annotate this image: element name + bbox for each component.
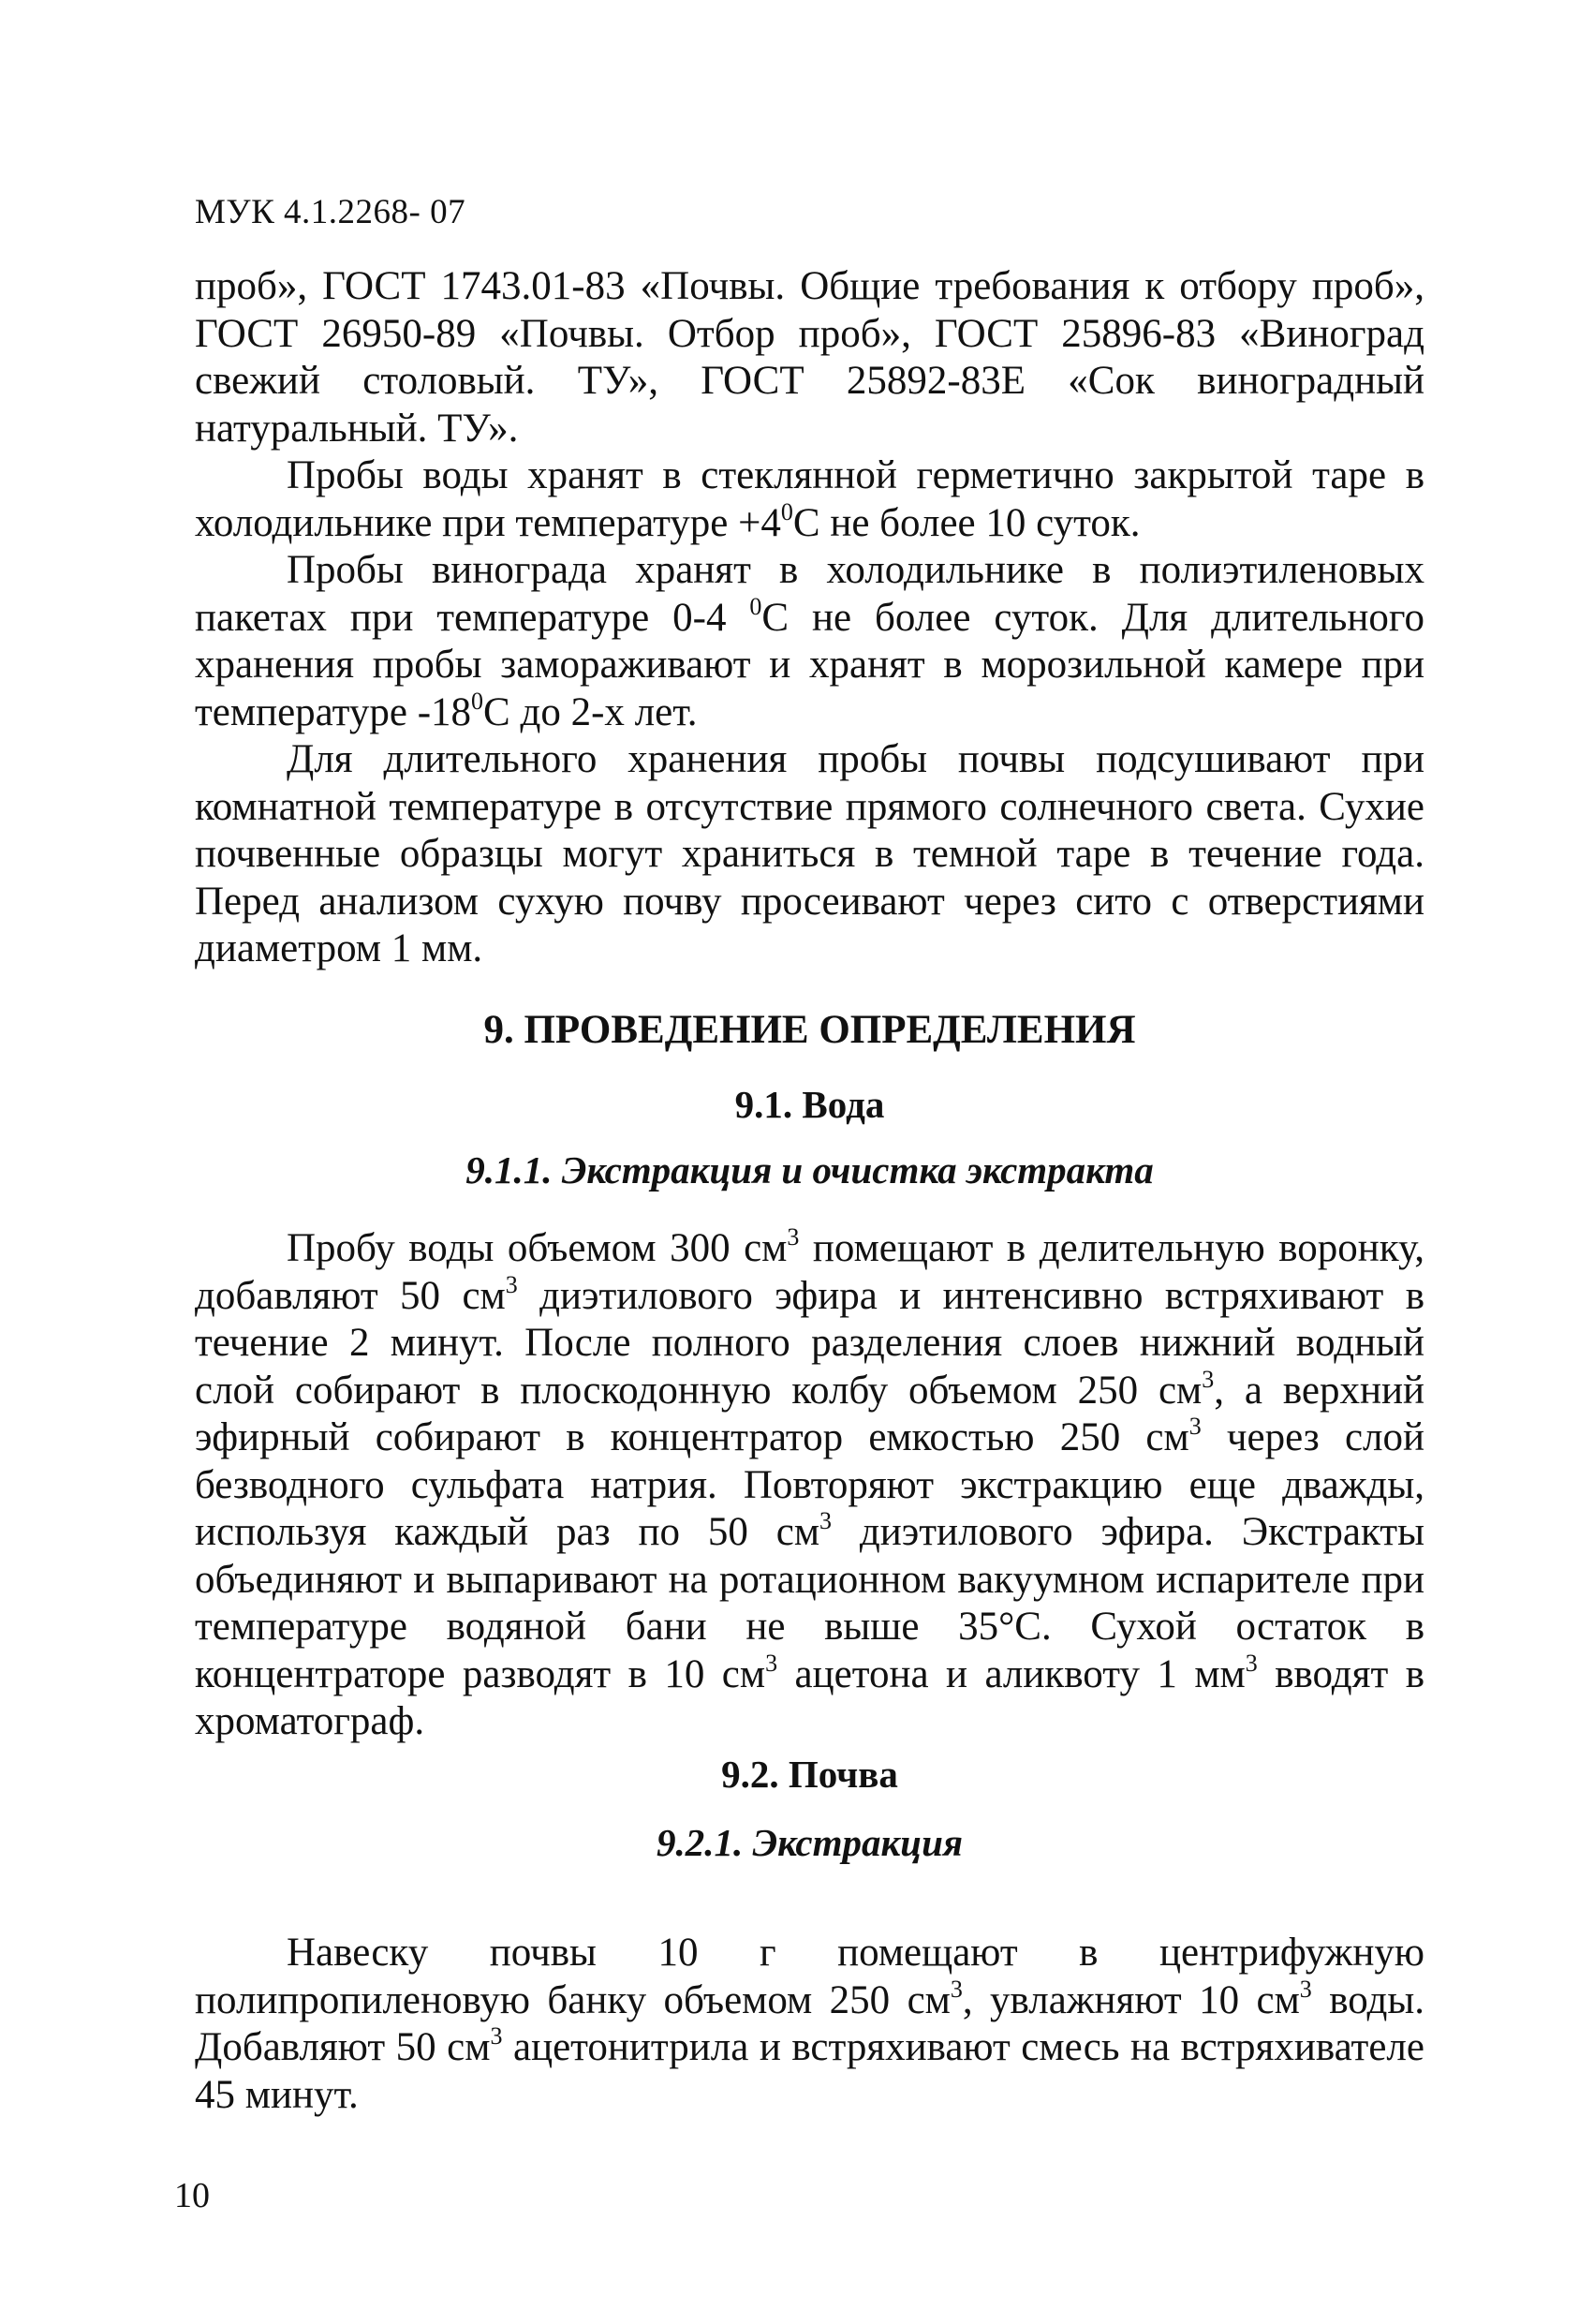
text-run: через слой безводного сульфата натрия. Повторяют экстракцию еще дважды, используя каждый раз по 50 см <box>195 1415 1424 1554</box>
text-run: помещают в делительную воронку, добавляют 50 см <box>195 1226 1424 1318</box>
text-block-sampling <box>195 263 1424 973</box>
text-block-water-extraction <box>195 1225 1424 1746</box>
text-run: Навеску почвы 10 г помещают в центрифужную полипропиленовую банку объемом 250 см <box>195 1931 1424 2022</box>
superscript-cube: 3 <box>819 1507 833 1535</box>
superscript-cube: 3 <box>950 1975 963 2003</box>
page-header-doc-id: МУК 4.1.2268- 07 <box>195 193 466 231</box>
superscript-cube: 3 <box>765 1649 778 1677</box>
section-heading-9: 9. ПРОВЕДЕНИЕ ОПРЕДЕЛЕНИЯ <box>483 1008 1136 1052</box>
page-number: 10 <box>174 2176 210 2215</box>
superscript-degree: 0 <box>749 592 762 620</box>
text-run: С не более суток. Для длительного хранения пробы замораживают и хранят в морозильной камере при температуре -18 <box>195 595 1424 734</box>
superscript-cube: 3 <box>1299 1975 1312 2003</box>
text-run: Пробы воды хранят в стеклянной герметично закрытой таре в холодильнике при температуре +4 <box>195 453 1424 545</box>
text-run: воды. Добавляют 50 см <box>195 1977 1424 2069</box>
paragraph-soil-extraction <box>195 1930 1424 2119</box>
superscript-cube: 3 <box>1202 1365 1215 1393</box>
text-run: диэтилового эфира. Экстракты объединяют и выпаривают на ротационном вакуумном испарителе при температуре водяной бани не выше 35°С. Сухой остаток в концентраторе разводят в 10 см <box>195 1510 1424 1696</box>
superscript-cube: 3 <box>505 1270 518 1298</box>
text-run: Пробу воды объемом 300 см <box>287 1226 788 1270</box>
text-run: , а верхний эфирный собирают в концентратор емкостью 250 см <box>195 1368 1424 1459</box>
text-run: , увлажняют 10 см <box>962 1977 1300 2022</box>
text-run: ацетона и аликвоту 1 мм <box>777 1651 1246 1696</box>
superscript-cube: 3 <box>490 2022 503 2050</box>
text-run: Пробы винограда хранят в холодильнике в полиэтиленовых пакетах при температуре 0-4 <box>195 548 1424 640</box>
paragraph-sampling-standards: проб», ГОСТ 1743.01-83 «Почвы. Общие требования к отбору проб», ГОСТ 26950-89 «Почвы. Отбор проб», ГОСТ 25896-83 «Виноград свежий столовый. ТУ», ГОСТ 25892-83Е «Сок виноградный натуральный. ТУ». <box>195 264 1424 451</box>
paragraph-water-extraction <box>195 1225 1424 1746</box>
text-run: С не более 10 суток. <box>792 500 1141 545</box>
text-run: вводят в хроматограф. <box>195 1651 1424 1743</box>
superscript-degree: 0 <box>471 687 484 715</box>
superscript-cube: 3 <box>1188 1413 1202 1441</box>
text-run: диэтилового эфира и интенсивно встряхивают в течение 2 минут. После полного разделения слоев нижний водный слой собирают в плоскодонную колбу объемом 250 см <box>195 1273 1424 1413</box>
text-block-soil-extraction <box>195 1930 1424 2119</box>
subsection-heading-9-1: 9.1. Вода <box>734 1083 885 1126</box>
paragraph-soil-storage: Для длительного хранения пробы почвы подсушивают при комнатной температуре в отсутствие прямого солнечного света. Сухие почвенные образцы могут храниться в темной таре в течение года. Перед анализом сухую почву просеивают через сито с отверстиями диаметром 1 мм. <box>195 737 1424 970</box>
paragraph-water-storage <box>195 452 1424 547</box>
superscript-cube: 3 <box>787 1223 800 1251</box>
subsection-heading-9-2: 9.2. Почва <box>721 1753 898 1796</box>
subsubsection-heading-9-1-1: 9.1.1. Экстракция и очистка экстракта <box>465 1148 1154 1192</box>
subsubsection-heading-9-2-1: 9.2.1. Экстракция <box>657 1821 963 1864</box>
superscript-cube: 3 <box>1245 1649 1258 1677</box>
superscript-degree: 0 <box>780 497 793 525</box>
text-run: С до 2-х лет. <box>483 689 698 734</box>
text-run: ацетонитрила и встряхивают смесь на встряхивателе 45 минут. <box>195 2025 1424 2117</box>
paragraph-grape-storage <box>195 547 1424 736</box>
